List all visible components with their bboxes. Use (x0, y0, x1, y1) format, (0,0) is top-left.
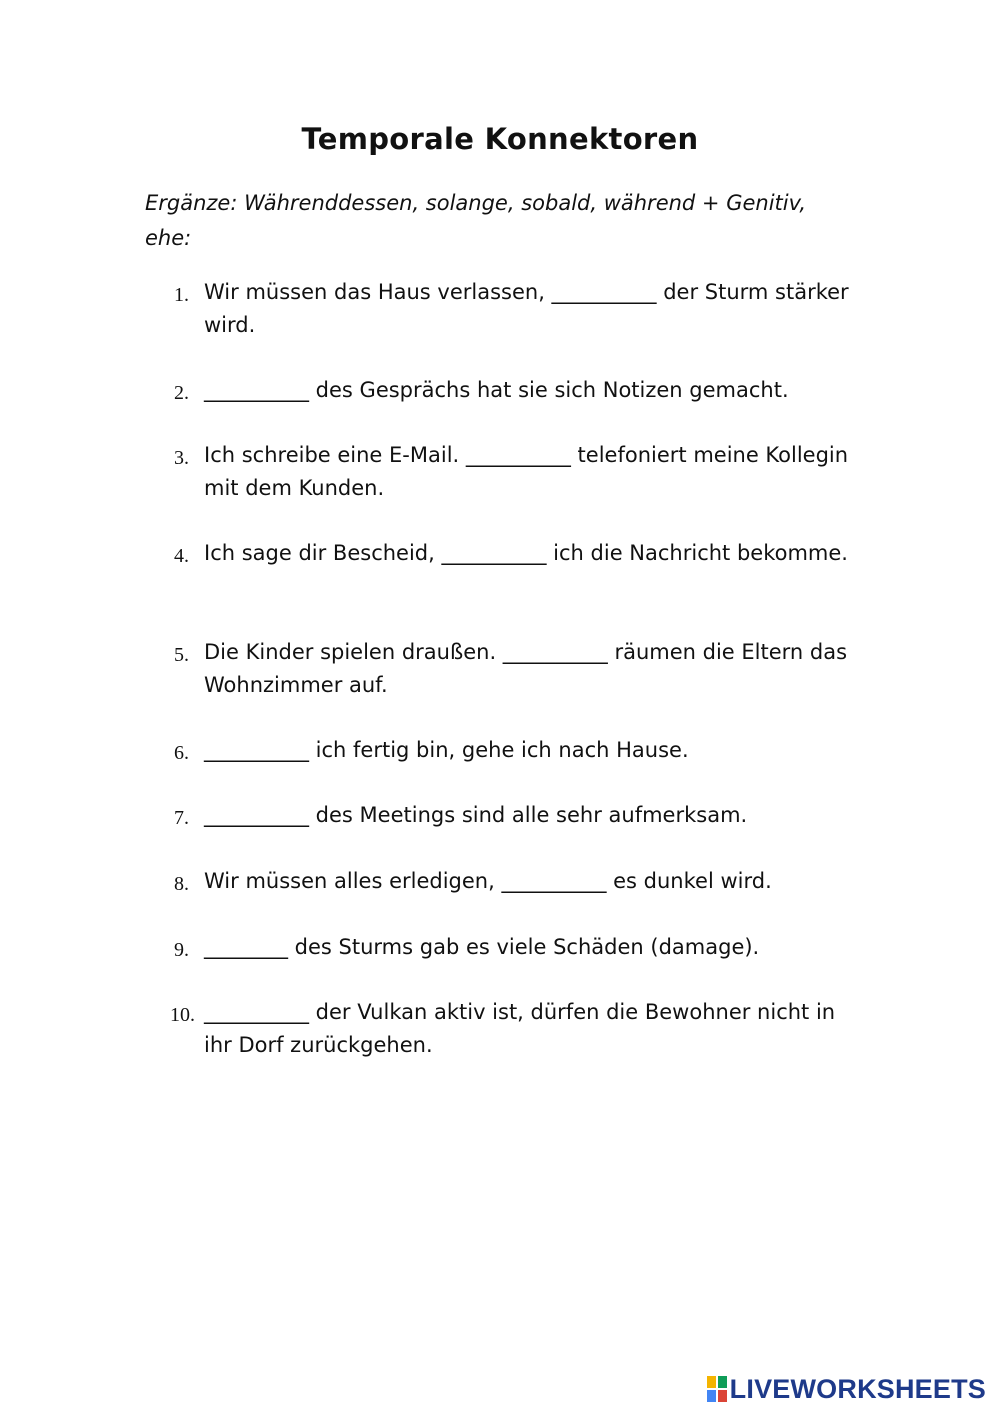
item-text: __________ ich fertig bin, gehe ich nach Hause. (204, 738, 689, 762)
item-text: __________ des Gesprächs hat sie sich Notizen gemacht. (204, 378, 789, 402)
item-number: 7. (174, 807, 189, 829)
item-text: Die Kinder spielen draußen. __________ räumen die Eltern das Wohnzimmer auf. (204, 640, 848, 697)
item-number: 6. (174, 742, 189, 764)
item-number: 5. (174, 644, 189, 666)
logo-text: LIVEWORKSHEETS (729, 1373, 986, 1404)
item-text: Ich schreibe eine E-Mail. __________ telefoniert meine Kollegin mit dem Kunden. (204, 443, 849, 500)
liveworksheets-logo-icon (707, 1376, 727, 1402)
item-text: __________ der Vulkan aktiv ist, dürfen die Bewohner nicht in ihr Dorf zurückgehen. (204, 1000, 836, 1057)
liveworksheets-logo (707, 1374, 986, 1404)
item-text: Wir müssen das Haus verlassen, __________ der Sturm stärker wird. (204, 280, 849, 337)
item-number: 10. (170, 1004, 195, 1026)
item-number: 2. (174, 382, 189, 404)
instruction-text: Ergänze: Währenddessen, solange, sobald, während + Genitiv, ehe: (145, 191, 806, 250)
item-number: 9. (174, 939, 189, 961)
worksheet-title: Temporale Konnektoren (301, 122, 699, 156)
item-text: Ich sage dir Bescheid, __________ ich die Nachricht bekomme. (204, 541, 848, 565)
item-number: 4. (174, 545, 189, 567)
item-text: ________ des Sturms gab es viele Schäden (damage). (204, 935, 760, 959)
item-text: Wir müssen alles erledigen, __________ es dunkel wird. (204, 869, 772, 893)
item-number: 3. (174, 447, 189, 469)
item-number: 8. (174, 873, 189, 895)
item-text: __________ des Meetings sind alle sehr aufmerksam. (204, 803, 748, 827)
item-number: 1. (174, 284, 189, 306)
